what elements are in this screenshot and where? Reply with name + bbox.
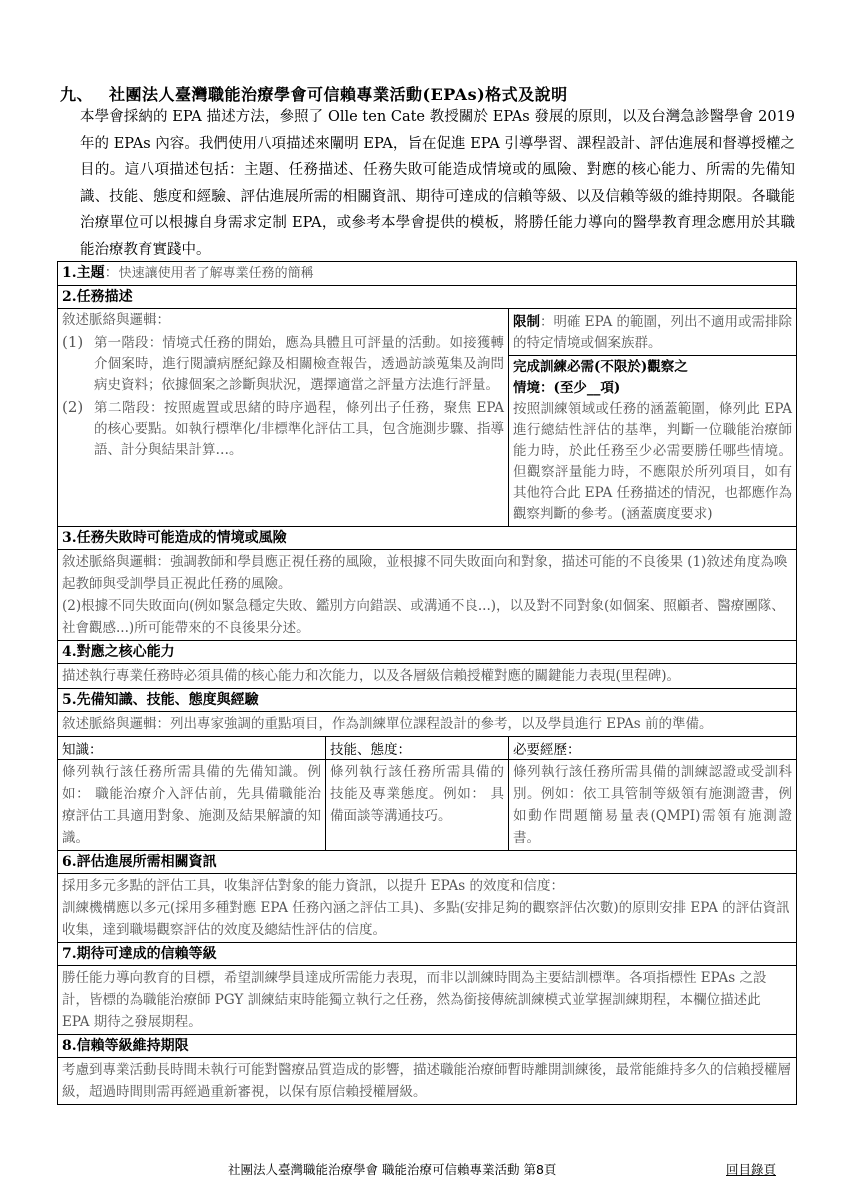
competency-header: 4.對應之核心能力	[58, 641, 797, 664]
task-step-marker: (2)	[62, 398, 84, 416]
skills-head: 技能、態度：	[326, 737, 509, 760]
section-title-text: 社團法人臺灣職能治療學會可信賴專業活動(EPAs)格式及說明	[109, 85, 568, 104]
task-step-2	[62, 398, 504, 461]
row-prereq-header	[58, 689, 797, 712]
task-step-text: 第二階段：按照處置或思緒的時序過程，條列出子任務，聚焦 EPA 的核心要點。如執行標準化/非標準化評估工具，包含施測步驟、指導語、計分與結果計算…。	[94, 400, 504, 458]
footer-text: 社團法人臺灣職能治療學會 職能治療可信賴專業活動 第8頁	[228, 1162, 557, 1177]
limit-label: 限制	[513, 314, 540, 330]
topic-label: 1.主題	[62, 265, 105, 281]
risk-text-2: (2)根據不同失敗面向(例如緊急穩定失敗、鑑別方向錯誤、或溝通不良...)，以及對不同對象(如個案、照顧者、醫療團隊、社會觀感...)所可能帶來的不良後果分述。	[62, 598, 785, 636]
row-level-header	[58, 943, 797, 966]
intro-text: 本學會採納的 EPA 描述方法，參照了 Olle ten Cate 教授關於 EPAs 發展的原則，以及台灣急診醫學會 2019 年的 EPAs 內容。我們使用八項描述來闡明 EPA，旨在促進 EPA 引導學習、課程設計、評估進展和督導授權之目的。這八項描述包括：主題、任務描述、任務失敗可能造成情境或的風險、對應的核心能力、所需的先備知識、技能、態度和經驗、評估進展所需的相關資訊、期待可達成的信賴等級、以及信賴等級的維持期限。各職能治療單位可以根據自身需求定制 EPA，或參考本學會提供的模板，將勝任能力導向的醫學教育理念應用於其職能治療教育實踐中。	[80, 109, 795, 258]
risk-header: 3.任務失敗時可能造成的情境或風險	[58, 527, 797, 550]
observation-block	[509, 356, 796, 526]
risk-text-1: 敘述脈絡與邏輯：強調教師和學員應正視任務的風險，並根據不同失敗面向和對象，描述可能的不良後果 (1)敘述角度為喚起教師與受訓學員正視此任務的風險。	[62, 554, 788, 592]
section-title	[60, 82, 568, 105]
row-prereq-heads	[58, 737, 797, 760]
row-risk-body	[58, 550, 797, 641]
row-task-body	[58, 309, 797, 527]
task-step-1	[62, 333, 504, 396]
knowledge-text: 條列執行該任務所需具備的先備知識。例如： 職能治療介入評估前，先具備職能治療評估工具適用對象、施測及結果解讀的知識。	[58, 760, 326, 851]
assess-text-1: 採用多元多點的評估工具，收集評估對象的能力資訊，以提升 EPAs 的效度和信度：	[62, 878, 564, 894]
task-lead: 敘述脈絡與邏輯：	[62, 312, 170, 328]
row-topic	[58, 262, 797, 286]
maintain-header: 8.信賴等級維持期限	[58, 1035, 797, 1058]
observation-text: 按照訓練領域或任務的涵蓋範圍，條列此 EPA 進行總結性評估的基準，判斷一位職能治療師能力時，於此任務至少必需要勝任哪些情境。但觀察評量能力時，不應限於所列項目，如有其他符合此 EPA 任務描述的情況，也都應作為觀察判斷的參考。(涵蓋廣度要求)	[513, 401, 793, 522]
task-description-cell	[58, 309, 509, 527]
topic-text: 快速讓使用者了解專業任務的簡稱	[118, 266, 314, 281]
level-text: 勝任能力導向教育的目標，希望訓練學員達成所需能力表現，而非以訓練時間為主要結訓標準。各項指標性 EPAs 之設計，皆標的為職能治療師 PGY 訓練結束時能獨立執行之任務，然為銜接傳統訓練模式並掌握訓練期程，本欄位描述此 EPA 期待之發展期程。	[58, 966, 797, 1035]
row-prereq-cols	[58, 760, 797, 851]
topic-colon: ：	[104, 265, 119, 281]
limit-block	[509, 309, 796, 356]
task-steps-list	[62, 333, 504, 461]
task-header: 2.任務描述	[58, 286, 797, 309]
maintain-text: 考慮到專業活動長時間未執行可能對醫療品質造成的影響，描述職能治療師暫時離開訓練後，最常能維持多久的信賴授權層級，超過時間則需再經過重新審視，以保有原信賴授權層級。	[58, 1058, 797, 1105]
observation-label-2: 情境：(至少__項)	[513, 380, 621, 396]
experience-head: 必要經歷：	[509, 737, 797, 760]
prereq-text: 敘述脈絡與邏輯：列出專家強調的重點項目，作為訓練單位課程設計的參考，以及學員進行 EPAs 前的準備。	[58, 712, 797, 737]
toc-link[interactable]: 回目錄頁	[726, 1162, 777, 1177]
row-assess-body	[58, 874, 797, 943]
limit-text: ：明確 EPA 的範圍，列出不適用或需排除的特定情境或個案族群。	[513, 314, 793, 351]
risk-cell	[58, 550, 797, 641]
assess-header: 6.評估進展所需相關資訊	[58, 851, 797, 874]
row-level-body	[58, 966, 797, 1035]
knowledge-head: 知識：	[58, 737, 326, 760]
epa-format-table	[57, 261, 797, 1105]
competency-text: 描述執行專業任務時必須具備的核心能力和次能力，以及各層級信賴授權對應的關鍵能力表現(里程碑)。	[58, 664, 797, 689]
experience-text: 條列執行該任務所需具備的訓練認證或受訓科別。例如：依工具管制等級領有施測證書，例如動作問題簡易量表(QMPI)需領有施測證書。	[509, 760, 797, 851]
row-risk-header	[58, 527, 797, 550]
task-step-marker: (1)	[62, 333, 84, 351]
row-competency-header	[58, 641, 797, 664]
level-header: 7.期待可達成的信賴等級	[58, 943, 797, 966]
row-assess-header	[58, 851, 797, 874]
assess-cell	[58, 874, 797, 943]
skills-text: 條列執行該任務所需具備的技能及專業態度。例如： 具備面談等溝通技巧。	[326, 760, 509, 851]
assess-text-2: 訓練機構應以多元(採用多種對應 EPA 任務內涵之評估工具)、多點(安排足夠的觀察評估次數)的原則安排 EPA 的評估資訊收集，達到職場觀察評估的效度及總結性評估的信度。	[62, 900, 790, 938]
row-task-header	[58, 286, 797, 309]
observation-label-1: 完成訓練必需(不限於)觀察之	[513, 359, 688, 375]
row-maintain-body	[58, 1058, 797, 1105]
row-competency-body	[58, 664, 797, 689]
task-step-text: 第一階段：情境式任務的開始，應為具體且可評量的活動。如接獲轉介個案時，進行閱讀病歷紀錄及相關檢查報告，透過訪談蒐集及詢問病史資料；依據個案之診斷與狀況，選擇適當之評量方法進行評量。	[94, 335, 504, 393]
intro-paragraph	[80, 104, 795, 263]
row-prereq-body	[58, 712, 797, 737]
topic-cell	[58, 262, 797, 286]
row-maintain-header	[58, 1035, 797, 1058]
prereq-header: 5.先備知識、技能、態度與經驗	[58, 689, 797, 712]
section-number: 九、	[60, 85, 94, 104]
task-right-cell	[509, 309, 797, 527]
